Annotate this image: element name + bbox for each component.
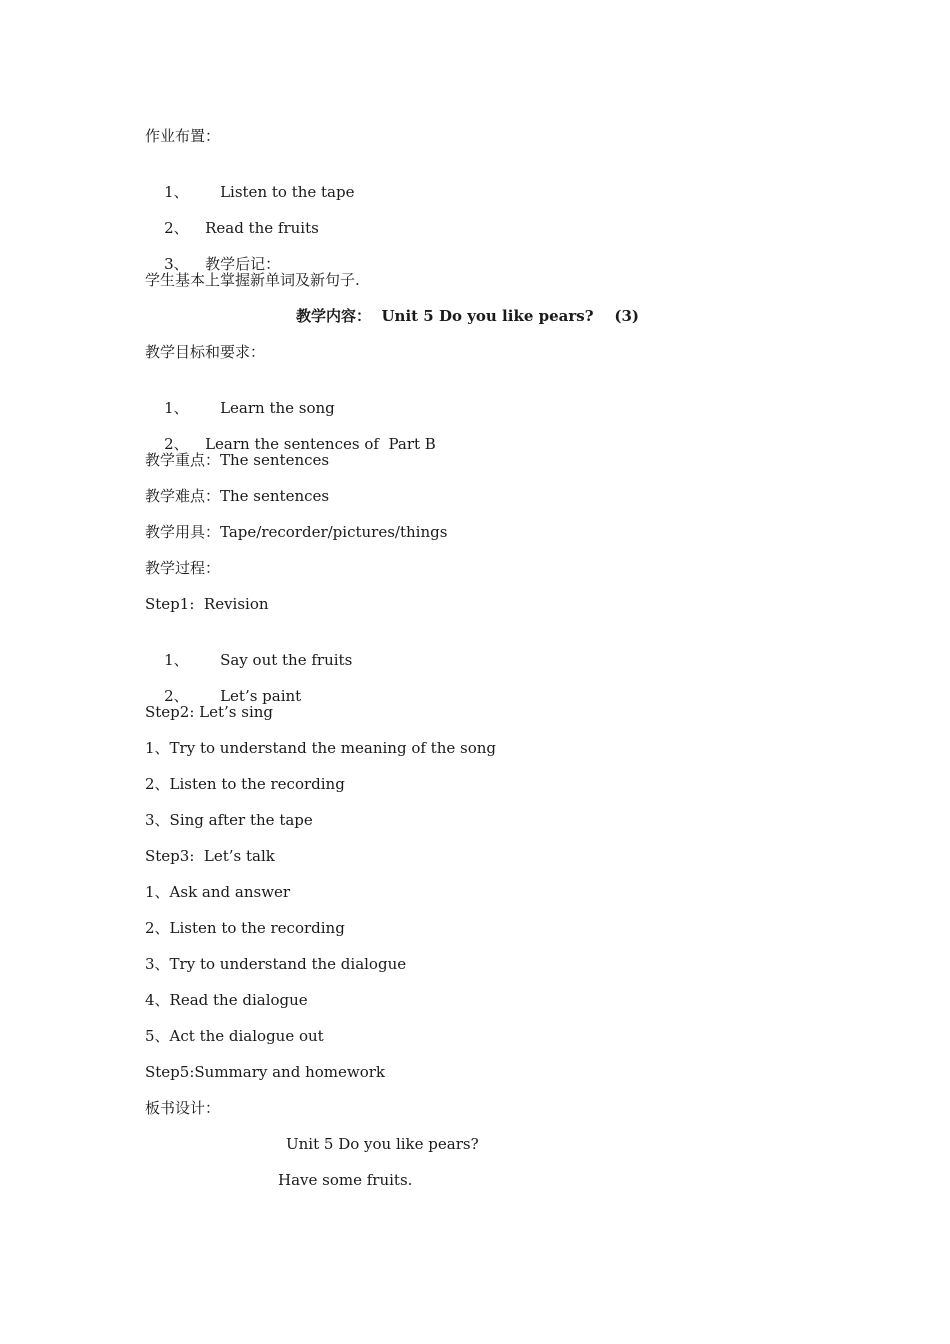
step2-item-2: 2、Listen to the recording <box>145 775 345 793</box>
item-number: 1、 <box>164 183 189 201</box>
item-text: Say out the fruits <box>220 651 353 669</box>
item-number: 2、 <box>164 687 189 705</box>
item-text: Listen to the tape <box>220 183 355 201</box>
title-text: Unit 5 Do you like pears? <box>381 307 594 325</box>
homework-heading: 作业布置： <box>145 127 221 145</box>
board-line-2: Have some fruits. <box>278 1171 413 1189</box>
item-number: 2、 <box>164 219 189 237</box>
item-text: Learn the song <box>220 399 335 417</box>
step2-item-1: 1、Try to understand the meaning of the song <box>145 739 496 757</box>
teaching-tools: 教学用具：Tape/recorder/pictures/things <box>145 523 448 541</box>
item-text: Learn the sentences of Part B <box>205 435 436 453</box>
step3-item-1: 1、Ask and answer <box>145 883 291 901</box>
step3-item-2: 2、Listen to the recording <box>145 919 345 937</box>
difficulty: 教学难点：The sentences <box>145 487 330 505</box>
item-number: 1、 <box>164 651 189 669</box>
item-number: 3、 <box>164 255 189 273</box>
item-text: 教学后记： <box>205 255 281 273</box>
title-number: (3) <box>614 307 640 325</box>
item-text: Let’s paint <box>220 687 302 705</box>
title-label: 教学内容： <box>296 307 372 325</box>
step5-heading: Step5:Summary and homework <box>145 1063 386 1081</box>
step2-item-3: 3、Sing after the tape <box>145 811 313 829</box>
step3-heading: Step3: Let’s talk <box>145 847 275 865</box>
item-number: 2、 <box>164 435 189 453</box>
lesson-title <box>296 306 639 326</box>
step2-heading: Step2: Let’s sing <box>145 703 274 721</box>
step1-heading: Step1: Revision <box>145 595 269 613</box>
homework-note: 学生基本上掌握新单词及新句子. <box>145 271 360 289</box>
item-text: Read the fruits <box>205 219 319 237</box>
board-heading: 板书设计： <box>145 1099 221 1117</box>
key-point: 教学重点：The sentences <box>145 451 330 469</box>
board-line-1: Unit 5 Do you like pears? <box>286 1135 479 1153</box>
process-heading: 教学过程： <box>145 559 221 577</box>
step3-item-3: 3、Try to understand the dialogue <box>145 955 407 973</box>
step3-item-4: 4、Read the dialogue <box>145 991 308 1009</box>
step3-item-5: 5、Act the dialogue out <box>145 1027 324 1045</box>
item-number: 1、 <box>164 399 189 417</box>
goals-heading: 教学目标和要求： <box>145 343 266 361</box>
